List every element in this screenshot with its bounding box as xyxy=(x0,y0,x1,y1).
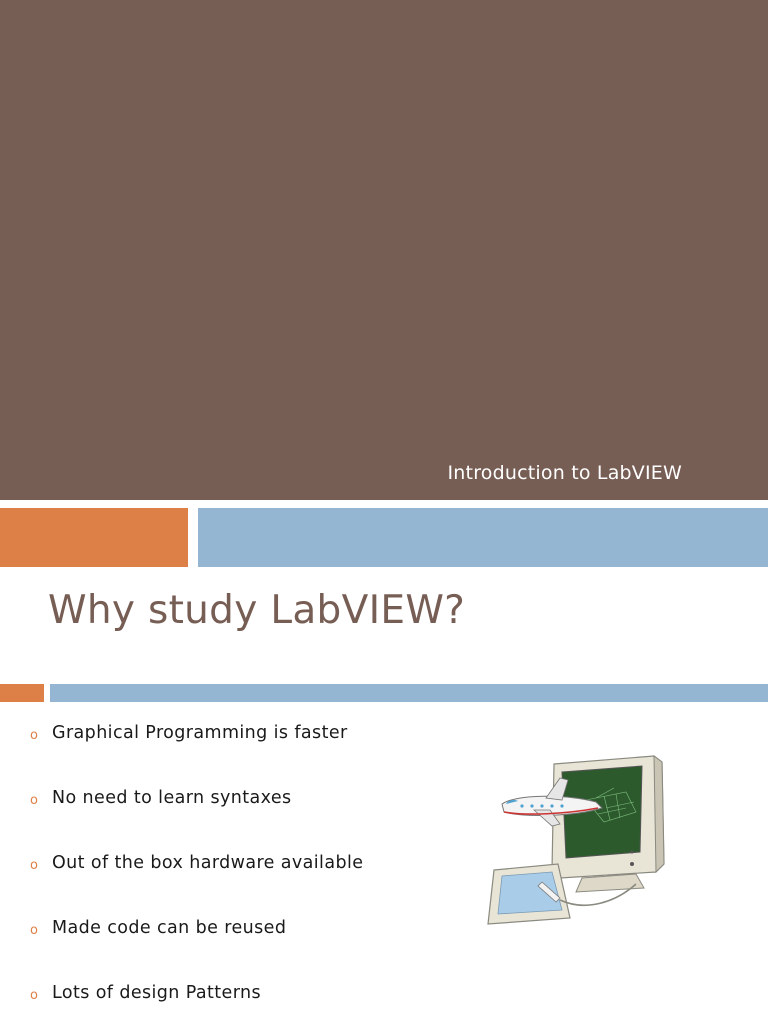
title-slide-background xyxy=(0,0,768,500)
computer-with-jet-clipart-icon xyxy=(486,752,682,928)
bullet-marker-icon: o xyxy=(30,923,39,938)
monitor-button xyxy=(631,851,634,854)
blue-accent-bar-small xyxy=(50,684,768,702)
bullet-text: Lots of design Patterns xyxy=(52,983,262,1003)
bullet-text: Graphical Programming is faster xyxy=(52,723,348,743)
monitor-side xyxy=(654,756,664,872)
bullet-text: No need to learn syntaxes xyxy=(52,788,292,808)
bullet-marker-icon: o xyxy=(30,988,39,1003)
bullet-marker-icon: o xyxy=(30,858,39,873)
bullet-text: Made code can be reused xyxy=(52,918,287,938)
orange-accent-bar-small xyxy=(0,684,44,702)
slide-heading: Why study LabVIEW? xyxy=(48,588,466,633)
bullet-text: Out of the box hardware available xyxy=(52,853,364,873)
bullet-marker-icon: o xyxy=(30,793,39,808)
orange-accent-bar-top xyxy=(0,508,188,567)
bullet-marker-icon: o xyxy=(30,728,39,743)
blue-accent-bar-top xyxy=(198,508,768,567)
title-slide-subtitle: Introduction to LabVIEW xyxy=(447,462,682,484)
monitor-button xyxy=(630,862,634,866)
